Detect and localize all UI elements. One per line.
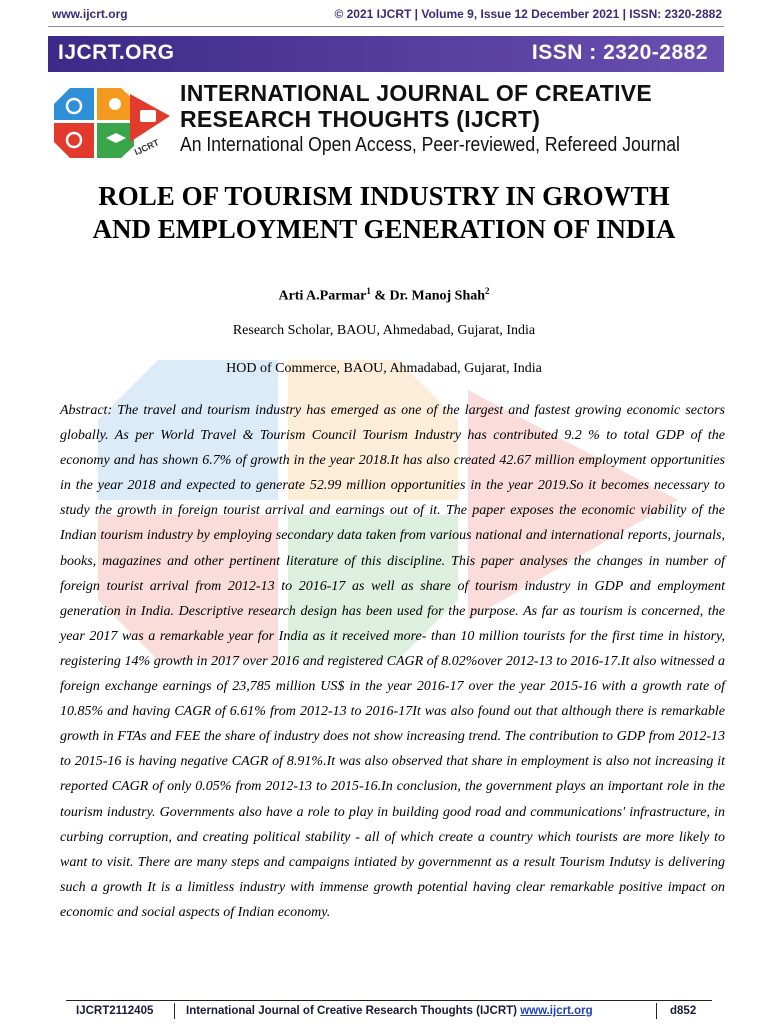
footer-url-link[interactable]: www.ijcrt.org [520,1005,593,1017]
header-website[interactable]: www.ijcrt.org [52,7,128,21]
abstract: Abstract: The travel and tourism industry has emerged as one of the largest and fastest growing economic sectors globally. As per World Travel & Tourism Council Tourism Industry has contributed 9.2 % to total GDP of the economy and has shown 6.7% of growth in the year 2018.It has also created 42.67 million employment opportunities in the year 2018 and expected to generate 52.99 million opportunities in the year 2019.So it becomes necessary to study the growth in foreign tourist arrival and earnings out of it. The paper exposes the economic viability of the Indian tourism industry by employing secondary data taken from various national and international reports, journals, books, magazines and other pertinent literature of this discipline. This paper analyses the changes in number of foreign tourist arrival from 2012-13 to 2016-17 as well as share of tourism industry in GDP and employment generation in India. Descriptive research design has been used for the purpose. As far as tourism is concerned, the year 2017 was a remarkable year for India as it received more- than 10 million tourists for the first time in history, registering 14% growth in 2017 over 2016 and registered CAGR of 8.02%over 2012-13 to 2016-17.It also witnessed a foreign exchange earnings of 23,785 million US$ in the year 2016-17 over the year 2015-16 with a growth rate of 10.85% and having CAGR of 6.61% from 2012-13 to 2016-17It was also found out that although there is remarkable growth in FTAs and FEE the share of industry does not show increasing trend. The contribution to GDP from 2012-13 to 2015-16 is having negative CAGR of 8.91%.It was also observed that share in employment is also not increasing it reported CAGR of only 0.05% from 2012-13 to 2015-16.In conclusion, the government plays an important role in the tourism industry. Governments also have a role to play in building good road and communications' infrastructure, in curbing corruption, and creating political stability - all of which create a country which tourists are more likely to want to visit. There are many steps and campaigns intiated by governmennt as a result Tourism Indutsy is delivering such a growth It is a limitless industry with immense growth potential having clear remarkable positive impact on economic and social aspects of Indian economy. [60,403,725,920]
footer-paper-code: IJCRT2112405 [76,1005,154,1017]
journal-title-line1: INTERNATIONAL JOURNAL OF CREATIVE [180,80,653,106]
logo-text: IJCRT [132,137,161,158]
journal-banner [48,36,724,72]
journal-subtitle: An International Open Access, Peer-reviewed, Refereed Journal [180,134,680,156]
footer-divider [66,1000,712,1001]
banner-site: IJCRT.ORG [58,41,175,64]
footer-separator-2 [656,1003,657,1019]
author-separator: & [370,288,390,304]
banner-issn: ISSN : 2320-2882 [531,41,708,64]
header-divider [48,26,724,27]
footer-page-number: d852 [670,1005,697,1017]
author-1-mark: 1 [366,286,371,296]
affiliation-1: Research Scholar, BAOU, Ahmedabad, Gujarat, India [232,323,536,338]
author-2-mark: 2 [485,286,490,296]
authors [0,286,768,305]
paper-title-line1: ROLE OF TOURISM INDUSTRY IN GROWTH [98,181,670,211]
journal-title [180,80,730,132]
footer-separator [174,1003,175,1019]
header-issue-info: © 2021 IJCRT | Volume 9, Issue 12 December 2021 | ISSN: 2320-2882 [334,7,722,21]
paper-title-line2: AND EMPLOYMENT GENERATION OF INDIA [92,214,676,244]
paper-title [40,180,728,246]
page-footer [66,1003,712,1021]
journal-title-line2: RESEARCH THOUGHTS (IJCRT) [180,106,541,132]
footer-journal-name: International Journal of Creative Research Thoughts (IJCRT) [186,1005,521,1017]
footer-journal [186,1005,593,1017]
author-2: Dr. Manoj Shah [389,288,486,304]
ijcrt-logo-icon [50,80,176,166]
author-1: Arti A.Parmar [278,288,367,304]
affiliation-2: HOD of Commerce, BAOU, Ahmadabad, Gujarat, India [226,361,542,376]
